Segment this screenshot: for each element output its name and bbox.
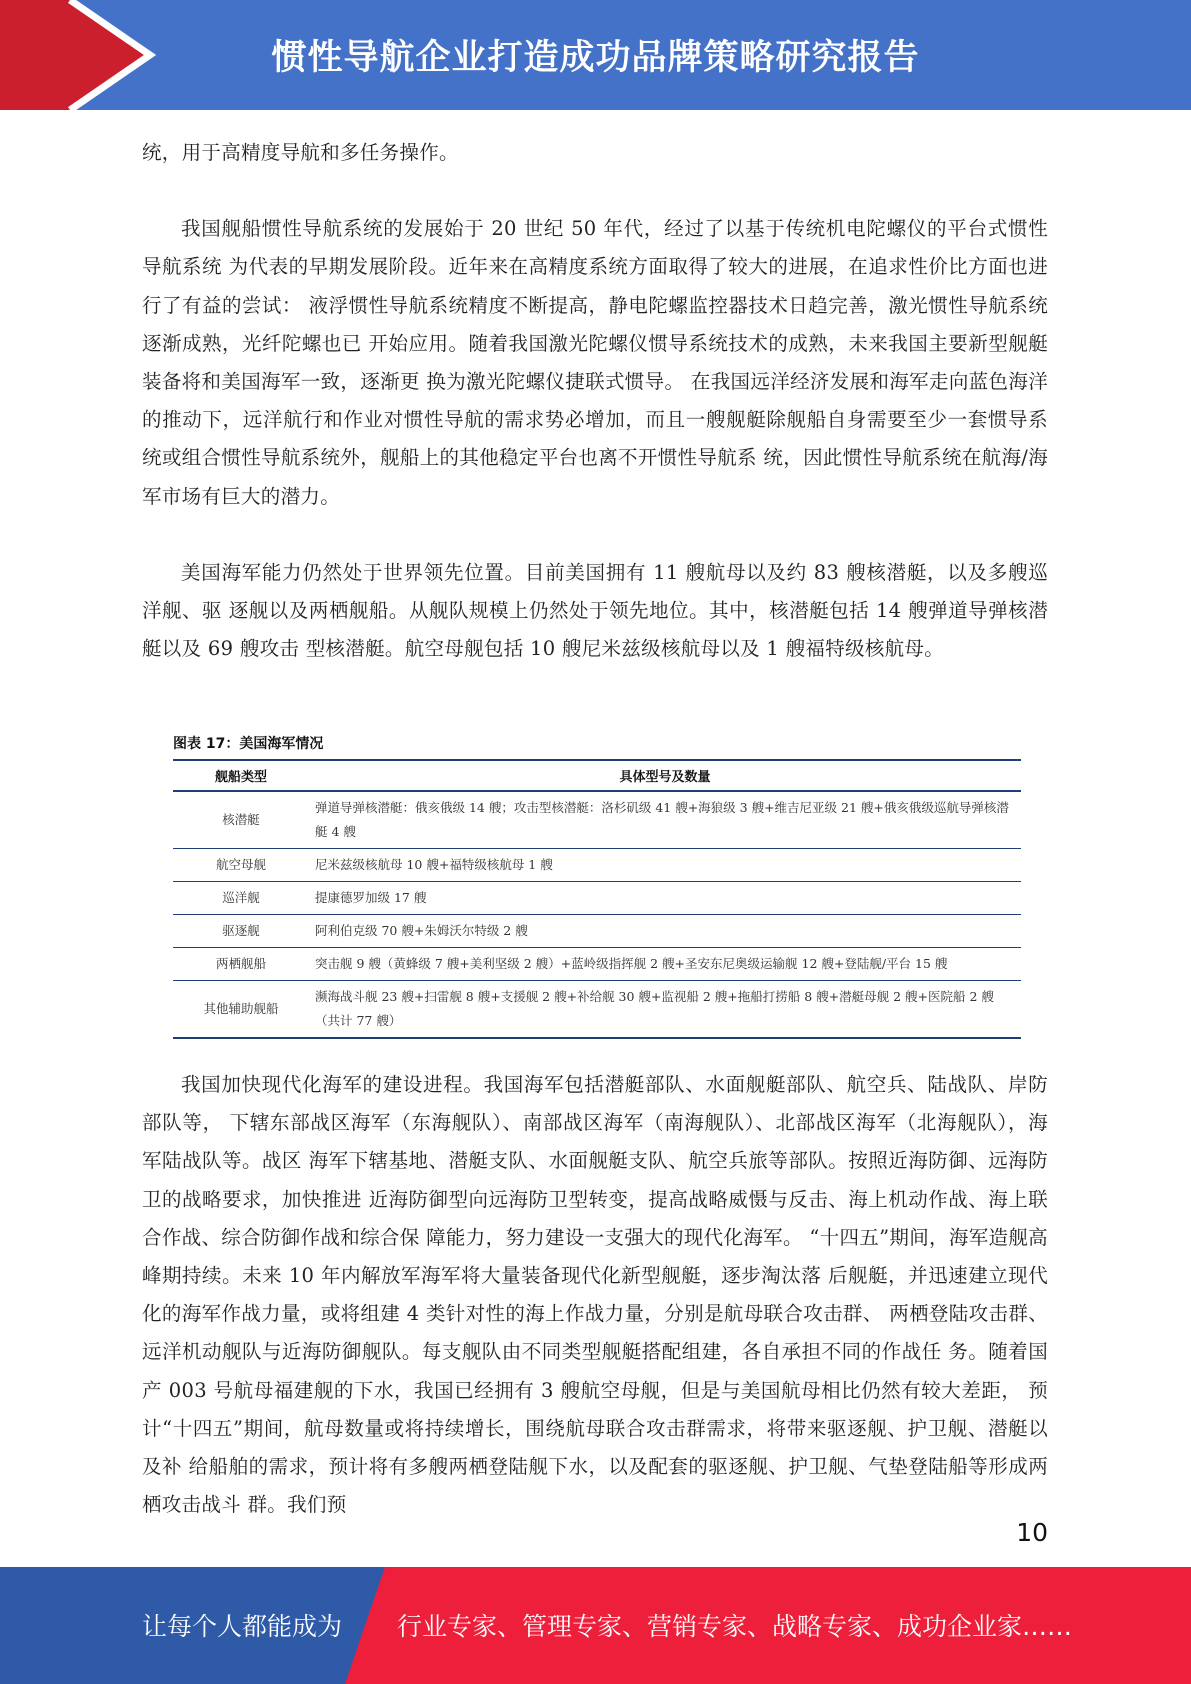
table-cell-type: 核潜艇 — [173, 791, 309, 849]
paragraph-china-naval-ins: 我国舰船惯性导航系统的发展始于 20 世纪 50 年代，经过了以基于传统机电陀螺仪的平台式惯性导航系统 为代表的早期发展阶段。近年来在高精度系统方面取得了较大的进展，在追求性价比方面也进行了有益的尝试： 液浮惯性导航系统精度不断提高，静电陀螺监控器技术日趋完善，激光惯性导航系统逐渐成熟，光纤陀螺也已 开始应用。随着我国激光陀螺仪惯导系统技术的成熟，未来我国主要新型舰艇装备将和美国海军一致，逐渐更 换为激光陀螺仪捷联式惯导。 在我国远洋经济发展和海军走向蓝色海洋的推动下，远洋航行和作业对惯性导航的需求势必增加，而且一艘舰艇除舰船自身需要至少一套惯导系统或组合惯性导航系统外，舰船上的其他稳定平台也离不开惯性导航系 统，因此惯性导航系统在航海/海军市场有巨大的潜力。 — [142, 217, 1048, 508]
us-navy-table — [173, 759, 1021, 1039]
main-content-lower — [142, 1066, 1048, 1524]
table-row — [173, 791, 1021, 849]
column-header-details: 具体型号及数量 — [309, 760, 1021, 791]
table-cell-detail: 濒海战斗舰 23 艘+扫雷舰 8 艘+支援舰 2 艘+补给舰 30 艘+监视船 2 艘+拖船打捞船 8 艘+潜艇母舰 2 艘+医院船 2 艘（共计 77 艘） — [309, 981, 1021, 1039]
table-row — [173, 849, 1021, 882]
paragraph-continuation: 统，用于高精度导航和多任务操作。 — [142, 141, 459, 164]
table-cell-type: 驱逐舰 — [173, 915, 309, 948]
report-title: 惯性导航企业打造成功品牌策略研究报告 — [271, 38, 920, 78]
table-header-row — [173, 760, 1021, 791]
table-cell-type: 其他辅助舰船 — [173, 981, 309, 1039]
column-header-ship-type: 舰船类型 — [173, 760, 309, 791]
main-content — [142, 134, 1048, 668]
us-navy-table-section — [173, 733, 1021, 1039]
table-cell-detail: 尼米兹级核航母 10 艘+福特级核航母 1 艘 — [309, 849, 1021, 882]
footer-slogan-left: 让每个人都能成为 — [142, 1612, 343, 1641]
table-cell-type: 航空母舰 — [173, 849, 309, 882]
table-cell-detail: 突击舰 9 艘（黄蜂级 7 艘+美利坚级 2 艘）+蓝岭级指挥舰 2 艘+圣安东尼奥级运输舰 12 艘+登陆舰/平台 15 艘 — [309, 948, 1021, 981]
page-header — [0, 0, 1191, 110]
page-number: 10 — [1016, 1518, 1048, 1547]
page-footer — [0, 1567, 1191, 1684]
table-cell-detail: 弹道导弹核潜艇：俄亥俄级 14 艘；攻击型核潜艇：洛杉矶级 41 艘+海狼级 3 艘+维吉尼亚级 21 艘+俄亥俄级巡航导弹核潜艇 4 艘 — [309, 791, 1021, 849]
paragraph-us-navy: 美国海军能力仍然处于世界领先位置。目前美国拥有 11 艘航母以及约 83 艘核潜艇，以及多艘巡洋舰、驱 逐舰以及两栖舰船。从舰队规模上仍然处于领先地位。其中，核潜艇包括 14 艘弹道导弹核潜艇以及 69 艘攻击 型核潜艇。航空母舰包括 10 艘尼米兹级核航母以及 1 艘福特级核航母。 — [142, 560, 1048, 661]
table-row — [173, 948, 1021, 981]
table-caption: 图表 17：美国海军情况 — [173, 736, 324, 752]
table-row — [173, 915, 1021, 948]
table-cell-type: 巡洋舰 — [173, 882, 309, 915]
table-cell-detail: 提康德罗加级 17 艘 — [309, 882, 1021, 915]
paragraph-china-navy-modernization: 我国加快现代化海军的建设进程。我国海军包括潜艇部队、水面舰艇部队、航空兵、陆战队、岸防部队等， 下辖东部战区海军（东海舰队）、南部战区海军（南海舰队）、北部战区海军（北海舰队），海军陆战队等。战区 海军下辖基地、潜艇支队、水面舰艇支队、航空兵旅等部队。按照近海防御、远海防卫的战略要求，加快推进 近海防御型向远海防卫型转变，提高战略威慑与反击、海上机动作战、海上联合作战、综合防御作战和综合保 障能力，努力建设一支强大的现代化海军。 “十四五”期间，海军造舰高峰期持续。未来 10 年内解放军海军将大量装备现代化新型舰艇，逐步淘汰落 后舰艇，并迅速建立现代化的海军作战力量，或将组建 4 类针对性的海上作战力量，分别是航母联合攻击群、 两栖登陆攻击群、远洋机动舰队与近海防御舰队。每支舰队由不同类型舰艇搭配组建，各自承担不同的作战任 务。随着国产 003 号航母福建舰的下水，我国已经拥有 3 艘航空母舰，但是与美国航母相比仍然有较大差距， 预计“十四五”期间，航母数量或将持续增长，围绕航母联合攻击群需求，将带来驱逐舰、护卫舰、潜艇以及补 给船舶的需求，预计将有多艘两栖登陆舰下水，以及配套的驱逐舰、护卫舰、气垫登陆船等形成两栖攻击战斗 群。我们预 — [142, 1073, 1048, 1517]
table-cell-type: 两栖舰船 — [173, 948, 309, 981]
table-row — [173, 882, 1021, 915]
footer-slogan-right: 行业专家、管理专家、营销专家、战略专家、成功企业家…… — [397, 1612, 1073, 1641]
table-cell-detail: 阿利伯克级 70 艘+朱姆沃尔特级 2 艘 — [309, 915, 1021, 948]
table-row — [173, 981, 1021, 1039]
